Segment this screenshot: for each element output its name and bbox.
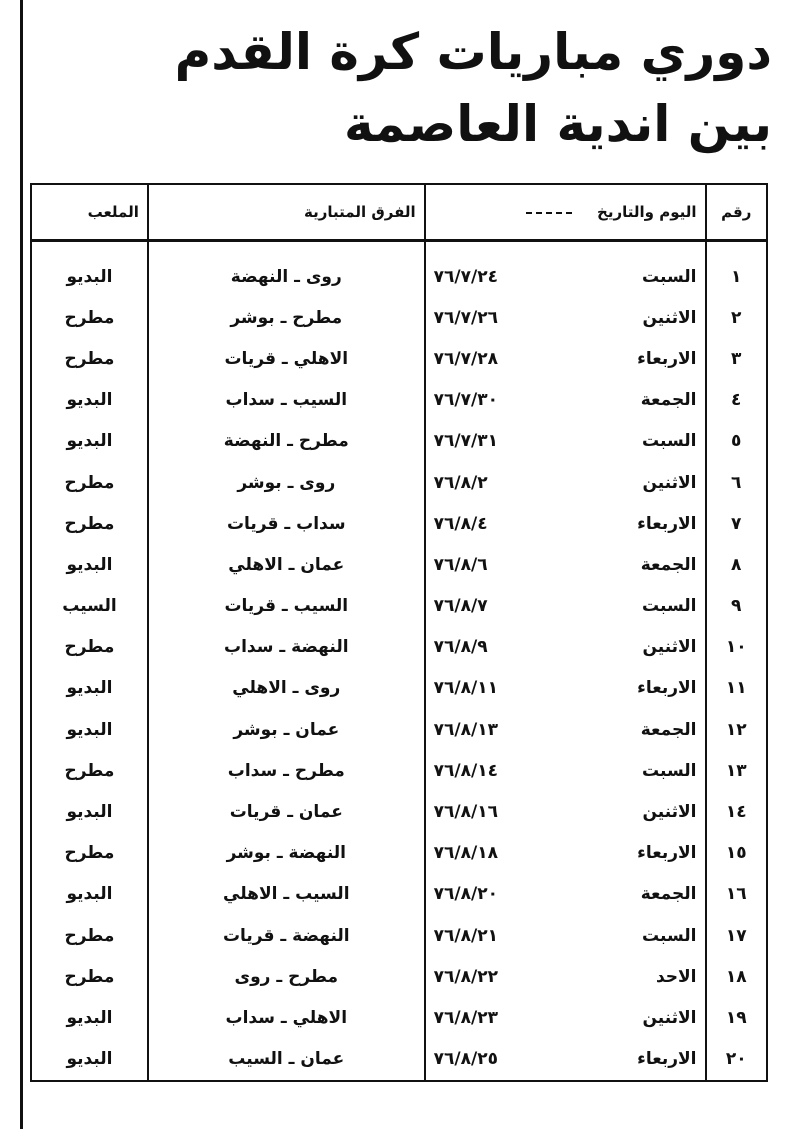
- row-teams: روى ـ الاهلي: [148, 668, 425, 709]
- table-row: [31, 709, 767, 750]
- column-rule: [20, 0, 23, 1129]
- row-number: ٨: [706, 544, 768, 585]
- table-row: [31, 915, 767, 956]
- row-ground: مطرح: [31, 503, 148, 544]
- row-ground: البديو: [31, 421, 148, 462]
- fixtures-table: [30, 183, 768, 1082]
- table-row: [31, 791, 767, 832]
- row-date: ٧٦/٨/١٨: [425, 833, 586, 874]
- table-row: [31, 544, 767, 585]
- row-day: السبت: [586, 915, 706, 956]
- row-day: السبت: [586, 256, 706, 297]
- title-line-1: دوري مباريات كرة القدم: [174, 23, 772, 81]
- row-day: الاربعاء: [586, 833, 706, 874]
- row-teams: روى ـ بوشر: [148, 462, 425, 503]
- row-ground: البديو: [31, 709, 148, 750]
- row-ground: مطرح: [31, 750, 148, 791]
- row-ground: مطرح: [31, 833, 148, 874]
- table-header: [31, 184, 767, 241]
- table-row: [31, 256, 767, 297]
- table-row: [31, 997, 767, 1038]
- row-day: الجمعة: [586, 874, 706, 915]
- row-ground: البديو: [31, 544, 148, 585]
- row-day: الاربعاء: [586, 503, 706, 544]
- row-ground: مطرح: [31, 297, 148, 338]
- row-date: ٧٦/٨/٢١: [425, 915, 586, 956]
- row-date: ٧٦/٧/٢٤: [425, 256, 586, 297]
- row-teams: النهضة ـ سداب: [148, 627, 425, 668]
- row-ground: مطرح: [31, 462, 148, 503]
- header-day-date: اليوم والتاريخ: [586, 184, 706, 241]
- row-date: ٧٦/٨/١١: [425, 668, 586, 709]
- row-day: الاثنين: [586, 462, 706, 503]
- row-day: السبت: [586, 421, 706, 462]
- row-ground: البديو: [31, 256, 148, 297]
- row-ground: البديو: [31, 668, 148, 709]
- row-number: ١٢: [706, 709, 768, 750]
- header-number: رقم: [706, 184, 768, 241]
- row-ground: البديو: [31, 380, 148, 421]
- table-row: [31, 338, 767, 379]
- row-date: ٧٦/٧/٢٨: [425, 338, 586, 379]
- row-day: الاربعاء: [586, 1039, 706, 1081]
- row-date: ٧٦/٨/٩: [425, 627, 586, 668]
- row-teams: النهضة ـ بوشر: [148, 833, 425, 874]
- row-teams: عمان ـ السيب: [148, 1039, 425, 1081]
- row-number: ١٤: [706, 791, 768, 832]
- row-ground: مطرح: [31, 627, 148, 668]
- row-day: الاثنين: [586, 627, 706, 668]
- row-teams: مطرح ـ النهضة: [148, 421, 425, 462]
- row-teams: سداب ـ قريات: [148, 503, 425, 544]
- table-row: [31, 586, 767, 627]
- row-date: ٧٦/٨/١٣: [425, 709, 586, 750]
- row-teams: الاهلي ـ قريات: [148, 338, 425, 379]
- row-number: ٦: [706, 462, 768, 503]
- row-teams: مطرح ـ بوشر: [148, 297, 425, 338]
- row-date: ٧٦/٨/٢٣: [425, 997, 586, 1038]
- table-row: [31, 462, 767, 503]
- row-ground: البديو: [31, 791, 148, 832]
- row-teams: السيب ـ سداب: [148, 380, 425, 421]
- row-day: الاربعاء: [586, 668, 706, 709]
- row-ground: مطرح: [31, 338, 148, 379]
- row-number: ١٣: [706, 750, 768, 791]
- table-row: [31, 627, 767, 668]
- header-date-spacer: [425, 184, 586, 241]
- row-ground: البديو: [31, 874, 148, 915]
- table-row: [31, 874, 767, 915]
- row-teams: السيب ـ الاهلي: [148, 874, 425, 915]
- row-day: الاثنين: [586, 791, 706, 832]
- row-date: ٧٦/٨/١٦: [425, 791, 586, 832]
- row-day: الاثنين: [586, 997, 706, 1038]
- row-number: ٢٠: [706, 1039, 768, 1081]
- row-number: ٣: [706, 338, 768, 379]
- table-spacer-row: [31, 241, 767, 257]
- row-number: ٢: [706, 297, 768, 338]
- row-number: ٧: [706, 503, 768, 544]
- row-number: ١٥: [706, 833, 768, 874]
- row-teams: روى ـ النهضة: [148, 256, 425, 297]
- table-row: [31, 380, 767, 421]
- row-day: الجمعة: [586, 709, 706, 750]
- table-row: [31, 833, 767, 874]
- row-ground: البديو: [31, 997, 148, 1038]
- row-number: ١٧: [706, 915, 768, 956]
- row-date: ٧٦/٨/٤: [425, 503, 586, 544]
- row-teams: عمان ـ الاهلي: [148, 544, 425, 585]
- row-date: ٧٦/٨/٢: [425, 462, 586, 503]
- row-ground: البديو: [31, 1039, 148, 1081]
- header-teams: الفرق المتبارية: [148, 184, 425, 241]
- row-date: ٧٦/٧/٢٦: [425, 297, 586, 338]
- row-ground: مطرح: [31, 956, 148, 997]
- row-day: الجمعة: [586, 380, 706, 421]
- row-teams: مطرح ـ روى: [148, 956, 425, 997]
- row-ground: مطرح: [31, 915, 148, 956]
- row-number: ١٦: [706, 874, 768, 915]
- row-teams: مطرح ـ سداب: [148, 750, 425, 791]
- row-date: ٧٦/٨/٧: [425, 586, 586, 627]
- header-rule: [526, 212, 572, 214]
- row-day: السبت: [586, 750, 706, 791]
- header-ground: الملعب: [31, 184, 148, 241]
- row-date: ٧٦/٨/٢٠: [425, 874, 586, 915]
- row-date: ٧٦/٨/٦: [425, 544, 586, 585]
- row-day: الاثنين: [586, 297, 706, 338]
- table-row: [31, 956, 767, 997]
- row-day: الاحد: [586, 956, 706, 997]
- table-row: [31, 1039, 767, 1081]
- row-day: الاربعاء: [586, 338, 706, 379]
- table-row: [31, 503, 767, 544]
- row-number: ٤: [706, 380, 768, 421]
- table-row: [31, 297, 767, 338]
- row-teams: الاهلي ـ سداب: [148, 997, 425, 1038]
- row-number: ١٨: [706, 956, 768, 997]
- row-date: ٧٦/٨/٢٢: [425, 956, 586, 997]
- row-date: ٧٦/٨/٢٥: [425, 1039, 586, 1081]
- row-date: ٧٦/٨/١٤: [425, 750, 586, 791]
- row-number: ١٩: [706, 997, 768, 1038]
- row-number: ٩: [706, 586, 768, 627]
- row-day: الجمعة: [586, 544, 706, 585]
- row-teams: السيب ـ قريات: [148, 586, 425, 627]
- row-number: ١: [706, 256, 768, 297]
- table-row: [31, 750, 767, 791]
- row-teams: عمان ـ قريات: [148, 791, 425, 832]
- row-teams: عمان ـ بوشر: [148, 709, 425, 750]
- title-line-2: بين اندية العاصمة: [344, 95, 772, 153]
- row-number: ١١: [706, 668, 768, 709]
- table-body: [31, 241, 767, 1081]
- table-row: [31, 421, 767, 462]
- row-number: ١٠: [706, 627, 768, 668]
- row-date: ٧٦/٧/٣١: [425, 421, 586, 462]
- row-ground: السيب: [31, 586, 148, 627]
- row-day: السبت: [586, 586, 706, 627]
- row-teams: النهضة ـ قريات: [148, 915, 425, 956]
- row-number: ٥: [706, 421, 768, 462]
- table-row: [31, 668, 767, 709]
- row-date: ٧٦/٧/٣٠: [425, 380, 586, 421]
